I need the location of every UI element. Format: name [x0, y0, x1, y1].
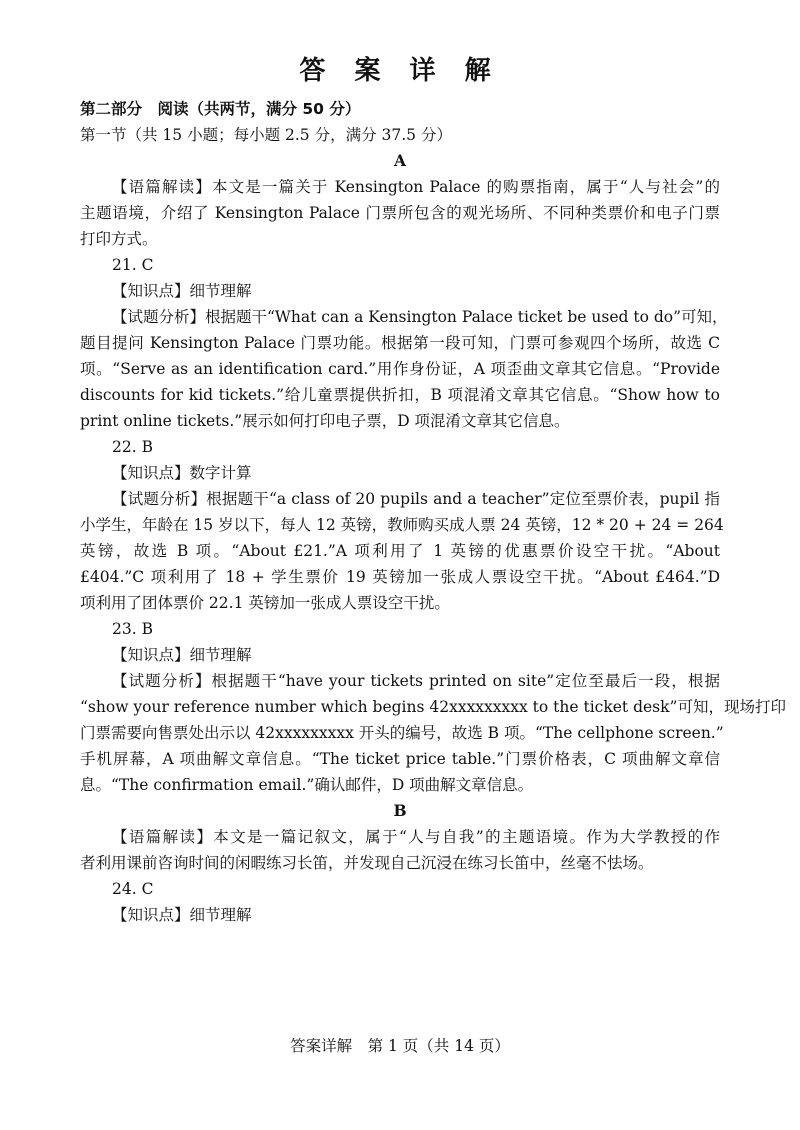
q22-analysis-line: 小学生，年龄在 15 岁以下，每人 12 英镑，教师购买成人票 24 英镑，12 * 20 + 24 = 264: [80, 516, 724, 534]
q22-analysis-line: 项利用了团体票价 22.1 英镑加一张成人票设空干扰。: [80, 594, 450, 612]
q21-analysis-line: discounts for kid tickets.”给儿童票提供折扣，B 项混淆文章其它信息。“Show how to: [80, 386, 720, 404]
q22-knowledge: 【知识点】数字计算: [112, 464, 252, 482]
page-title: 答 案 详 解: [299, 56, 501, 86]
q23-analysis-line: 手机屏幕，A 项曲解文章信息。“The ticket price table.”门票价格表，C 项曲解文章信: [80, 750, 720, 768]
q23-analysis-line: 息。“The confirmation email.”确认邮件，D 项曲解文章信息。: [80, 776, 534, 794]
q22-analysis-line: 【试题分析】根据题干“a class of 20 pupils and a teacher”定位至票价表，pupil 指: [112, 490, 720, 508]
page-footer: 答案详解 第 1 页（共 14 页）: [290, 1037, 510, 1055]
passage-b-analysis-line: 者利用课前咨询时间的闲暇练习长笛，并发现自己沉浸在练习长笛中，丝毫不怯场。: [80, 854, 654, 872]
part-heading: 第二部分 阅读（共两节，满分 50 分）: [80, 100, 361, 118]
q21-analysis-line: print online tickets.”展示如何打印电子票，D 项混淆文章其它信息。: [80, 412, 570, 430]
q21-analysis-line: 【试题分析】根据题干“What can a Kensington Palace ticket be used to do”可知，: [112, 308, 728, 326]
q23-analysis-line: 【试题分析】根据题干“have your tickets printed on site”定位至最后一段，根据: [112, 672, 720, 690]
q23-knowledge: 【知识点】细节理解: [112, 646, 252, 664]
passage-a-label: A: [393, 151, 407, 170]
section-heading: 第一节（共 15 小题；每小题 2.5 分，满分 37.5 分）: [80, 126, 452, 144]
passage-a-analysis-line: 【语篇解读】本文是一篇关于 Kensington Palace 的购票指南，属于“人与社会”的: [112, 178, 720, 196]
q22-answer: 22. B: [112, 438, 153, 456]
q23-answer: 23. B: [112, 620, 153, 638]
q21-analysis-line: 题目提问 Kensington Palace 门票功能。根据第一段可知，门票可参观四个场所，故选 C: [80, 334, 720, 352]
passage-b-label: B: [393, 801, 407, 820]
q22-analysis-line: 英镑，故选 B 项。“About £21.”A 项利用了 1 英镑的优惠票价设空干扰。“About: [80, 542, 720, 560]
q23-analysis-line: “show your reference number which begins 42xxxxxxxxx to the ticket desk”可知，现场打印: [80, 698, 786, 716]
q24-answer: 24. C: [112, 880, 154, 898]
q24-knowledge: 【知识点】细节理解: [112, 906, 252, 924]
passage-a-analysis-line: 打印方式。: [80, 230, 158, 248]
passage-a-analysis-line: 主题语境，介绍了 Kensington Palace 门票所包含的观光场所、不同种类票价和电子门票: [80, 204, 720, 222]
passage-b-analysis-line: 【语篇解读】本文是一篇记叙文，属于“人与自我”的主题语境。作为大学教授的作: [112, 828, 720, 846]
q22-analysis-line: £404.”C 项利用了 18 + 学生票价 19 英镑加一张成人票设空干扰。“About £464.”D: [80, 568, 720, 586]
q21-knowledge: 【知识点】细节理解: [112, 282, 252, 300]
q23-analysis-line: 门票需要向售票处出示以 42xxxxxxxxx 开头的编号，故选 B 项。“The cellphone screen.”: [80, 724, 724, 742]
q21-answer: 21. C: [112, 256, 154, 274]
q21-analysis-line: 项。“Serve as an identification card.”用作身份证，A 项歪曲文章其它信息。“Provide: [80, 360, 720, 378]
document-body: [80, 96, 786, 928]
